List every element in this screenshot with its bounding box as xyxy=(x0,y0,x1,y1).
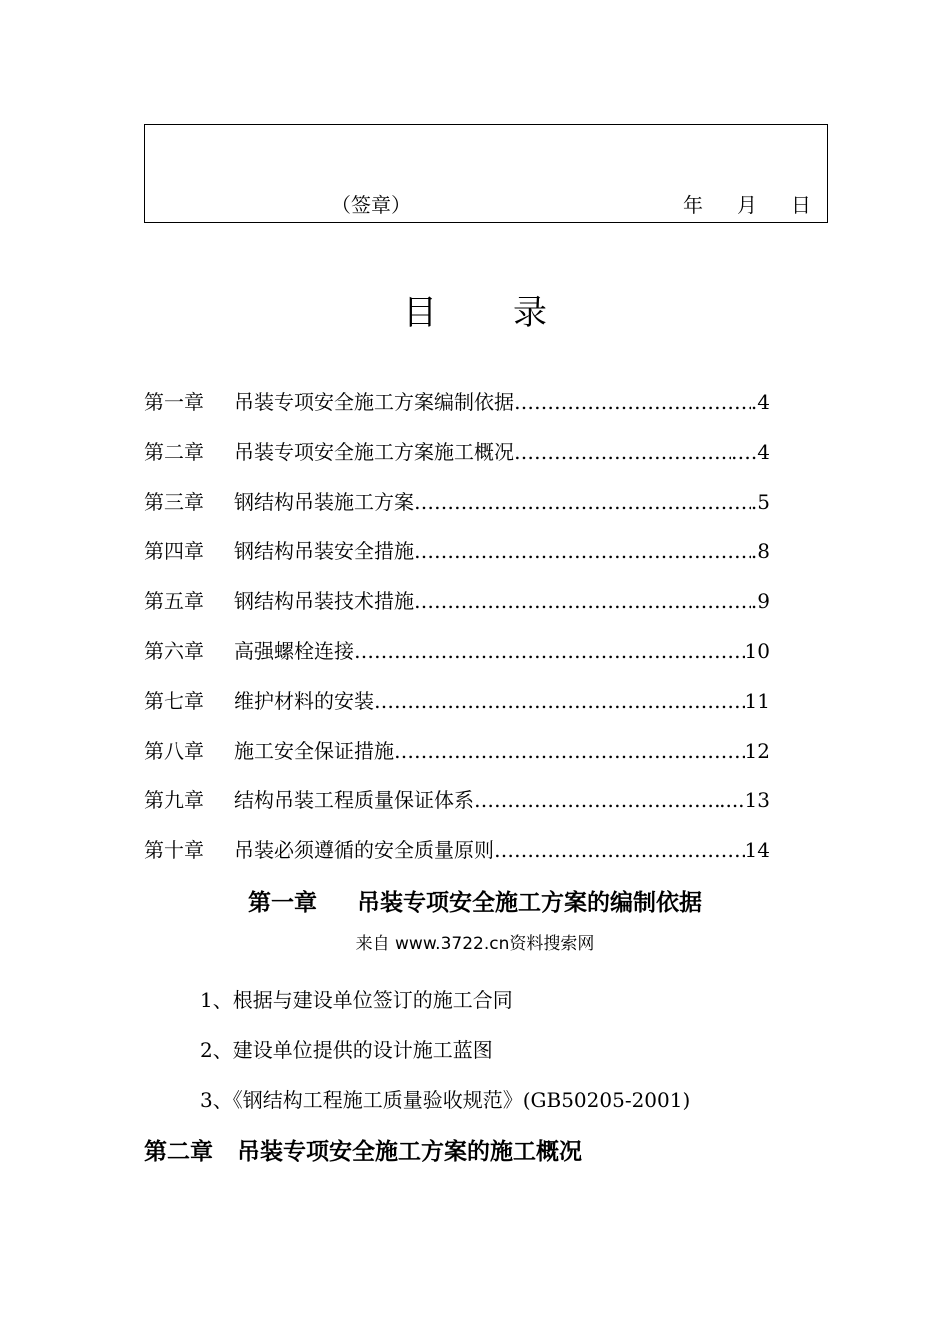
toc-chapter: 第六章 xyxy=(144,638,204,663)
toc-page: .5 xyxy=(750,489,770,514)
toc-entry[interactable] xyxy=(144,635,770,685)
chapter2-number: 第二章 xyxy=(144,1138,213,1165)
toc-leader xyxy=(354,639,745,663)
source-watermark: 来自 www.3722.cn资料搜索网 xyxy=(355,934,595,954)
chapter1-number: 第一章 xyxy=(248,889,317,916)
chapter1-basis-list xyxy=(200,984,690,1134)
toc-leader xyxy=(514,440,731,464)
toc-entry[interactable] xyxy=(144,585,770,635)
toc-leader xyxy=(394,739,745,763)
toc-page: ....13 xyxy=(719,788,770,813)
toc-chapter: 第八章 xyxy=(144,738,204,763)
chapter2-heading xyxy=(144,1133,582,1166)
toc-entry[interactable] xyxy=(144,834,770,884)
toc-title: 施工安全保证措施 xyxy=(234,738,394,763)
year-label: 年 xyxy=(683,193,703,217)
toc-entry[interactable] xyxy=(144,735,770,785)
toc-page: .4 xyxy=(750,390,770,414)
toc-leader xyxy=(414,539,751,563)
toc-title: 钢结构吊装安全措施 xyxy=(234,539,414,564)
chapter1-heading xyxy=(0,884,950,917)
toc-page: .8 xyxy=(750,539,770,564)
signature-date xyxy=(683,189,811,218)
list-item: 2、建设单位提供的设计施工蓝图 xyxy=(200,1038,493,1062)
toc-chapter: 第七章 xyxy=(144,688,204,713)
table-of-contents xyxy=(144,386,770,884)
toc-page: ….4 xyxy=(730,439,770,464)
toc-page: 11 xyxy=(744,688,770,713)
toc-heading xyxy=(0,285,950,334)
list-item: 3、《钢结构工程施工质量验收规范》(GB50205-2001) xyxy=(200,1088,691,1112)
toc-leader xyxy=(374,689,745,713)
toc-entry[interactable] xyxy=(144,386,770,436)
signature-stamp-label: （签章） xyxy=(331,193,411,217)
toc-chapter: 第五章 xyxy=(144,589,204,614)
chapter1-title: 吊装专项安全施工方案的编制依据 xyxy=(357,889,702,916)
toc-title: 吊装必须遵循的安全质量原则 xyxy=(234,838,494,863)
toc-leader xyxy=(494,838,745,862)
toc-chapter: 第十章 xyxy=(144,838,204,863)
toc-chapter: 第九章 xyxy=(144,788,204,813)
toc-title: 钢结构吊装施工方案 xyxy=(234,489,414,514)
toc-title: 钢结构吊装技术措施 xyxy=(234,589,414,614)
month-label: 月 xyxy=(737,193,757,217)
toc-leader xyxy=(474,788,719,812)
toc-page: .9 xyxy=(750,589,770,614)
toc-chapter: 第三章 xyxy=(144,489,204,514)
toc-title: 吊装专项安全施工方案施工概况 xyxy=(234,439,514,464)
toc-chapter: 第一章 xyxy=(144,390,204,414)
toc-page: 12 xyxy=(744,738,770,763)
toc-title: 结构吊装工程质量保证体系 xyxy=(234,788,474,813)
toc-chapter: 第四章 xyxy=(144,539,204,564)
toc-page: 14 xyxy=(744,838,770,863)
toc-leader xyxy=(414,589,751,613)
toc-entry[interactable] xyxy=(144,685,770,735)
toc-title: 吊装专项安全施工方案编制依据 xyxy=(234,390,514,414)
toc-title: 高强螺栓连接 xyxy=(234,638,354,663)
toc-chapter: 第二章 xyxy=(144,439,204,464)
toc-entry[interactable] xyxy=(144,535,770,585)
chapter2-title: 吊装专项安全施工方案的施工概况 xyxy=(237,1138,582,1165)
signature-box xyxy=(144,124,828,223)
day-label: 日 xyxy=(791,193,811,217)
toc-page: 10 xyxy=(744,638,770,663)
toc-entry[interactable] xyxy=(144,436,770,486)
list-item: 1、根据与建设单位签订的施工合同 xyxy=(200,988,513,1012)
toc-leader xyxy=(414,490,751,514)
toc-leader xyxy=(514,390,751,414)
toc-entry[interactable] xyxy=(144,486,770,536)
toc-title: 维护材料的安装 xyxy=(234,688,374,713)
toc-entry[interactable] xyxy=(144,784,770,834)
toc-heading-right: 录 xyxy=(513,293,547,333)
toc-heading-left: 目 xyxy=(403,293,437,333)
